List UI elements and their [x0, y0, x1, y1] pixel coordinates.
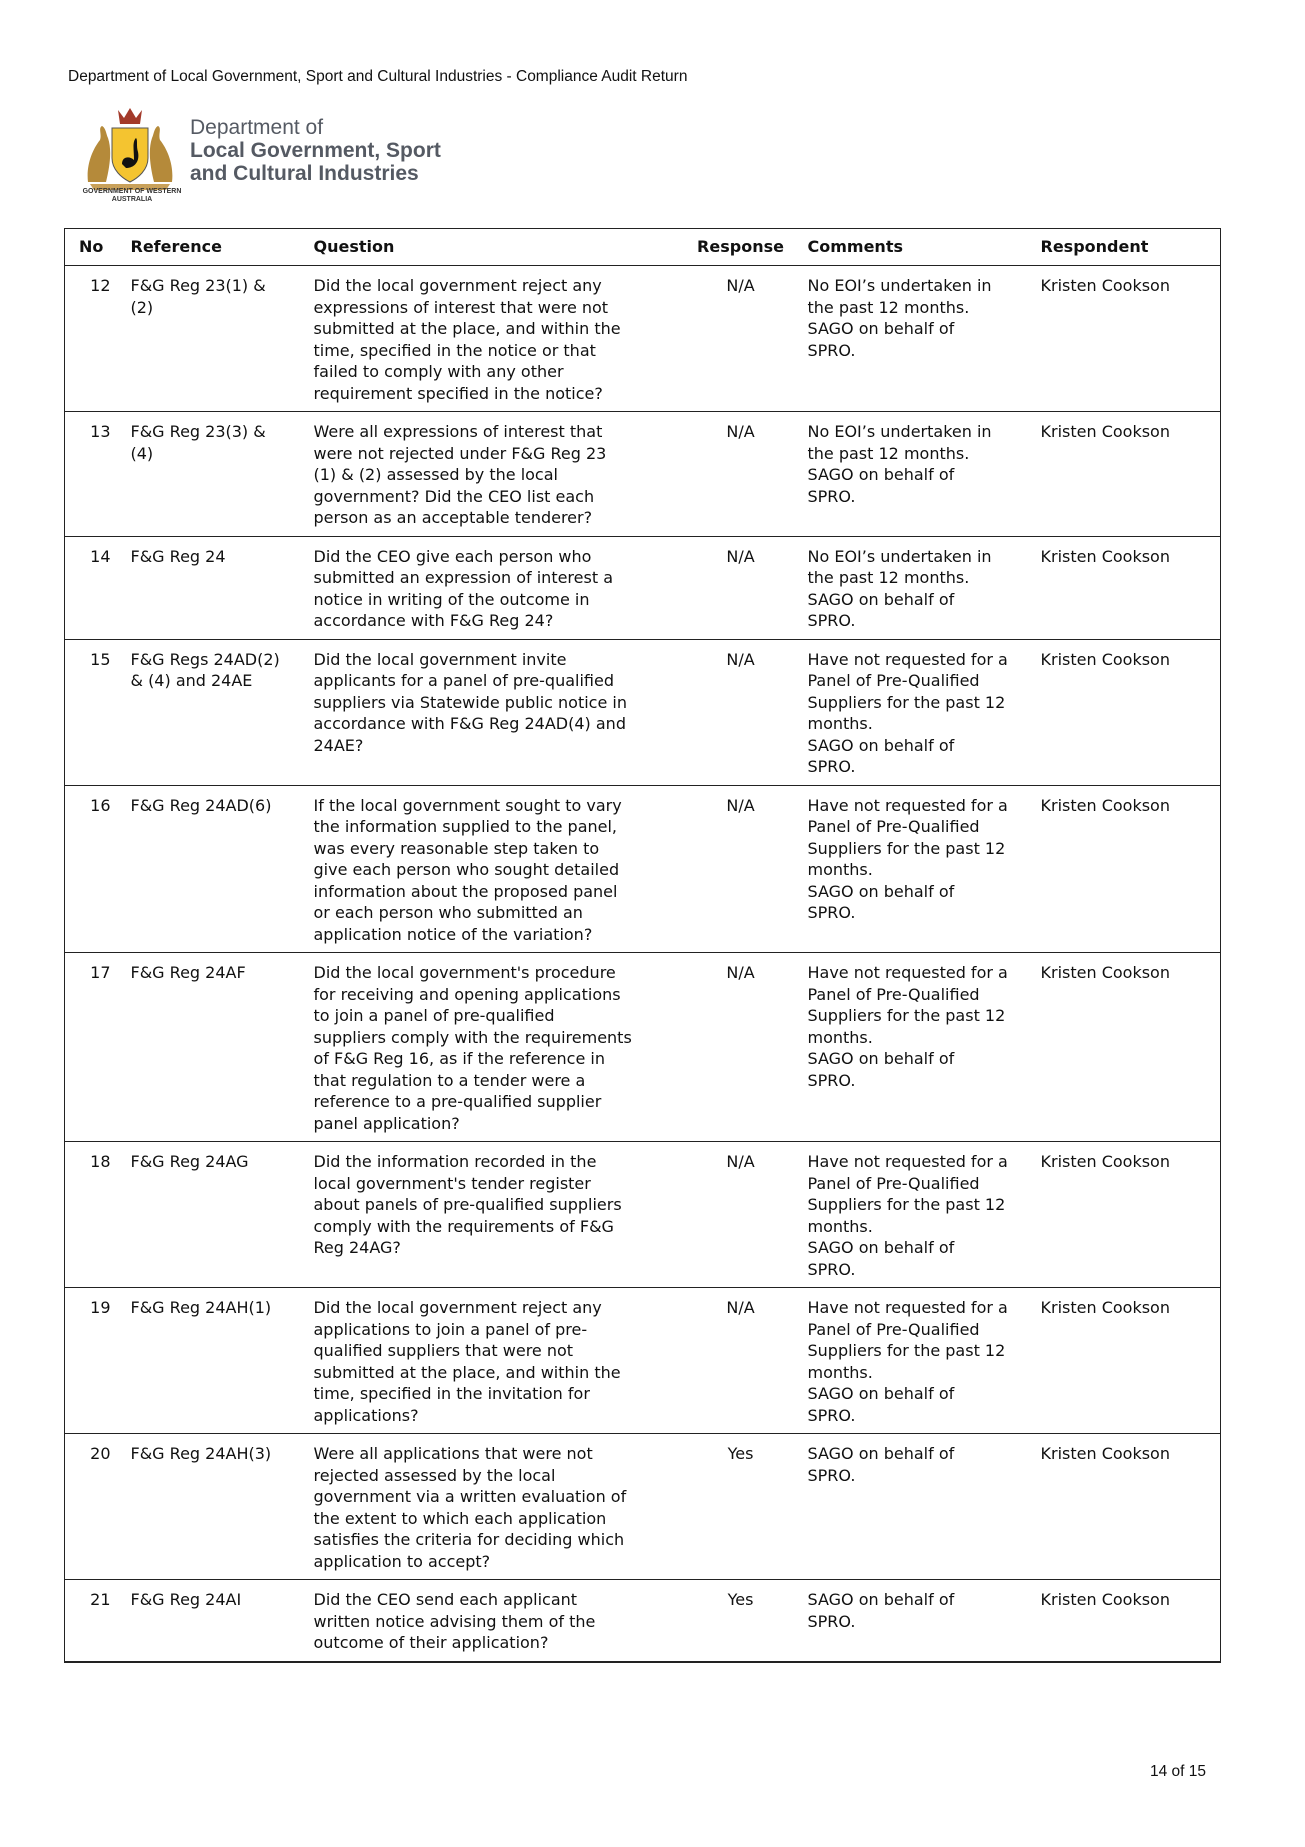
cell-comments: Have not requested for a Panel of Pre-Qualified Suppliers for the past 12 months. SAGO on behalf of SPRO. [800, 1288, 1033, 1434]
cell-respondent: Kristen Cookson [1033, 266, 1221, 412]
cell-comments: SAGO on behalf of SPRO. [800, 1580, 1033, 1662]
cell-response: N/A [682, 785, 800, 953]
cell-respondent: Kristen Cookson [1033, 536, 1221, 639]
cell-question: Did the CEO send each applicant written notice advising them of the outcome of their application? [306, 1580, 682, 1662]
cell-response: N/A [682, 953, 800, 1142]
cell-comments: Have not requested for a Panel of Pre-Qualified Suppliers for the past 12 months. SAGO on behalf of SPRO. [800, 1142, 1033, 1288]
column-header-question: Question [306, 229, 682, 266]
cell-reference: F&G Reg 24AH(3) [123, 1434, 306, 1580]
cell-response: Yes [682, 1580, 800, 1662]
cell-reference: F&G Reg 24AD(6) [123, 785, 306, 953]
department-logo [78, 106, 498, 210]
logo-line-3: and Cultural Industries [190, 162, 419, 185]
table-row [65, 412, 1221, 537]
cell-respondent: Kristen Cookson [1033, 1288, 1221, 1434]
cell-comments: SAGO on behalf of SPRO. [800, 1434, 1033, 1580]
table-row [65, 536, 1221, 639]
cell-no: 16 [65, 785, 123, 953]
cell-question: Did the information recorded in the local government's tender register about panels of pre-qualified suppliers comply with the requirements of F&G Reg 24AG? [306, 1142, 682, 1288]
page-number: 14 of 15 [1150, 1763, 1207, 1780]
logo-line-1: Department of [190, 116, 324, 139]
cell-comments: No EOI’s undertaken in the past 12 months. SAGO on behalf of SPRO. [800, 266, 1033, 412]
cell-no: 19 [65, 1288, 123, 1434]
cell-question: Were all expressions of interest that were not rejected under F&G Reg 23 (1) & (2) assessed by the local government? Did the CEO list each person as an acceptable tenderer? [306, 412, 682, 537]
cell-question: If the local government sought to vary the information supplied to the panel, was every reasonable step taken to give each person who sought detailed information about the proposed panel or each person who submitted an application notice of the variation? [306, 785, 682, 953]
cell-respondent: Kristen Cookson [1033, 1142, 1221, 1288]
cell-respondent: Kristen Cookson [1033, 785, 1221, 953]
cell-no: 13 [65, 412, 123, 537]
column-header-no: No [65, 229, 123, 266]
cell-question: Did the local government invite applicants for a panel of pre-qualified suppliers via Statewide public notice in accordance with F&G Reg 24AD(4) and 24AE? [306, 639, 682, 785]
cell-no: 14 [65, 536, 123, 639]
cell-reference: F&G Reg 23(3) & (4) [123, 412, 306, 537]
table-row [65, 1434, 1221, 1580]
crest-caption: GOVERNMENT OF WESTERN AUSTRALIA [82, 188, 182, 203]
cell-question: Did the CEO give each person who submitted an expression of interest a notice in writing of the outcome in accordance with F&G Reg 24? [306, 536, 682, 639]
cell-comments: Have not requested for a Panel of Pre-Qualified Suppliers for the past 12 months. SAGO on behalf of SPRO. [800, 953, 1033, 1142]
table-row [65, 1288, 1221, 1434]
table-row [65, 639, 1221, 785]
logo-wordmark [190, 116, 441, 185]
cell-response: N/A [682, 536, 800, 639]
compliance-audit-table [64, 228, 1221, 1663]
cell-question: Did the local government's procedure for receiving and opening applications to join a panel of pre-qualified suppliers comply with the requirements of F&G Reg 16, as if the reference in that regulation to a tender were a reference to a pre-qualified supplier panel application? [306, 953, 682, 1142]
column-header-response: Response [682, 229, 800, 266]
cell-reference: F&G Reg 24AG [123, 1142, 306, 1288]
cell-respondent: Kristen Cookson [1033, 639, 1221, 785]
cell-response: N/A [682, 412, 800, 537]
cell-reference: F&G Reg 24 [123, 536, 306, 639]
column-header-respondent: Respondent [1033, 229, 1221, 266]
cell-reference: F&G Reg 23(1) & (2) [123, 266, 306, 412]
cell-comments: Have not requested for a Panel of Pre-Qualified Suppliers for the past 12 months. SAGO on behalf of SPRO. [800, 639, 1033, 785]
wa-crest-icon [78, 106, 182, 190]
cell-comments: No EOI’s undertaken in the past 12 months. SAGO on behalf of SPRO. [800, 536, 1033, 639]
logo-line-2: Local Government, Sport [190, 139, 441, 162]
cell-no: 18 [65, 1142, 123, 1288]
cell-response: N/A [682, 1288, 800, 1434]
cell-reference: F&G Reg 24AI [123, 1580, 306, 1662]
cell-reference: F&G Reg 24AF [123, 953, 306, 1142]
cell-no: 17 [65, 953, 123, 1142]
table-row [65, 785, 1221, 953]
cell-response: N/A [682, 1142, 800, 1288]
cell-no: 20 [65, 1434, 123, 1580]
cell-question: Did the local government reject any applications to join a panel of pre- qualified suppliers that were not submitted at the place, and within the time, specified in the invitation for applications? [306, 1288, 682, 1434]
cell-question: Did the local government reject any expressions of interest that were not submitted at the place, and within the time, specified in the notice or that failed to comply with any other requirement specified in the notice? [306, 266, 682, 412]
cell-response: N/A [682, 266, 800, 412]
cell-question: Were all applications that were not rejected assessed by the local government via a written evaluation of the extent to which each application satisfies the criteria for deciding which application to accept? [306, 1434, 682, 1580]
cell-comments: No EOI’s undertaken in the past 12 months. SAGO on behalf of SPRO. [800, 412, 1033, 537]
column-header-comments: Comments [800, 229, 1033, 266]
table-row [65, 1142, 1221, 1288]
cell-respondent: Kristen Cookson [1033, 953, 1221, 1142]
table-row [65, 953, 1221, 1142]
cell-no: 12 [65, 266, 123, 412]
cell-response: Yes [682, 1434, 800, 1580]
page-header-title: Department of Local Government, Sport and Cultural Industries - Compliance Audit Return [68, 68, 688, 85]
cell-response: N/A [682, 639, 800, 785]
table-header-row [65, 229, 1221, 266]
table-row [65, 1580, 1221, 1662]
cell-no: 15 [65, 639, 123, 785]
table-row [65, 266, 1221, 412]
cell-respondent: Kristen Cookson [1033, 1434, 1221, 1580]
cell-comments: Have not requested for a Panel of Pre-Qualified Suppliers for the past 12 months. SAGO on behalf of SPRO. [800, 785, 1033, 953]
cell-respondent: Kristen Cookson [1033, 1580, 1221, 1662]
column-header-reference: Reference [123, 229, 306, 266]
cell-reference: F&G Reg 24AH(1) [123, 1288, 306, 1434]
cell-respondent: Kristen Cookson [1033, 412, 1221, 537]
cell-no: 21 [65, 1580, 123, 1662]
cell-reference: F&G Regs 24AD(2) & (4) and 24AE [123, 639, 306, 785]
